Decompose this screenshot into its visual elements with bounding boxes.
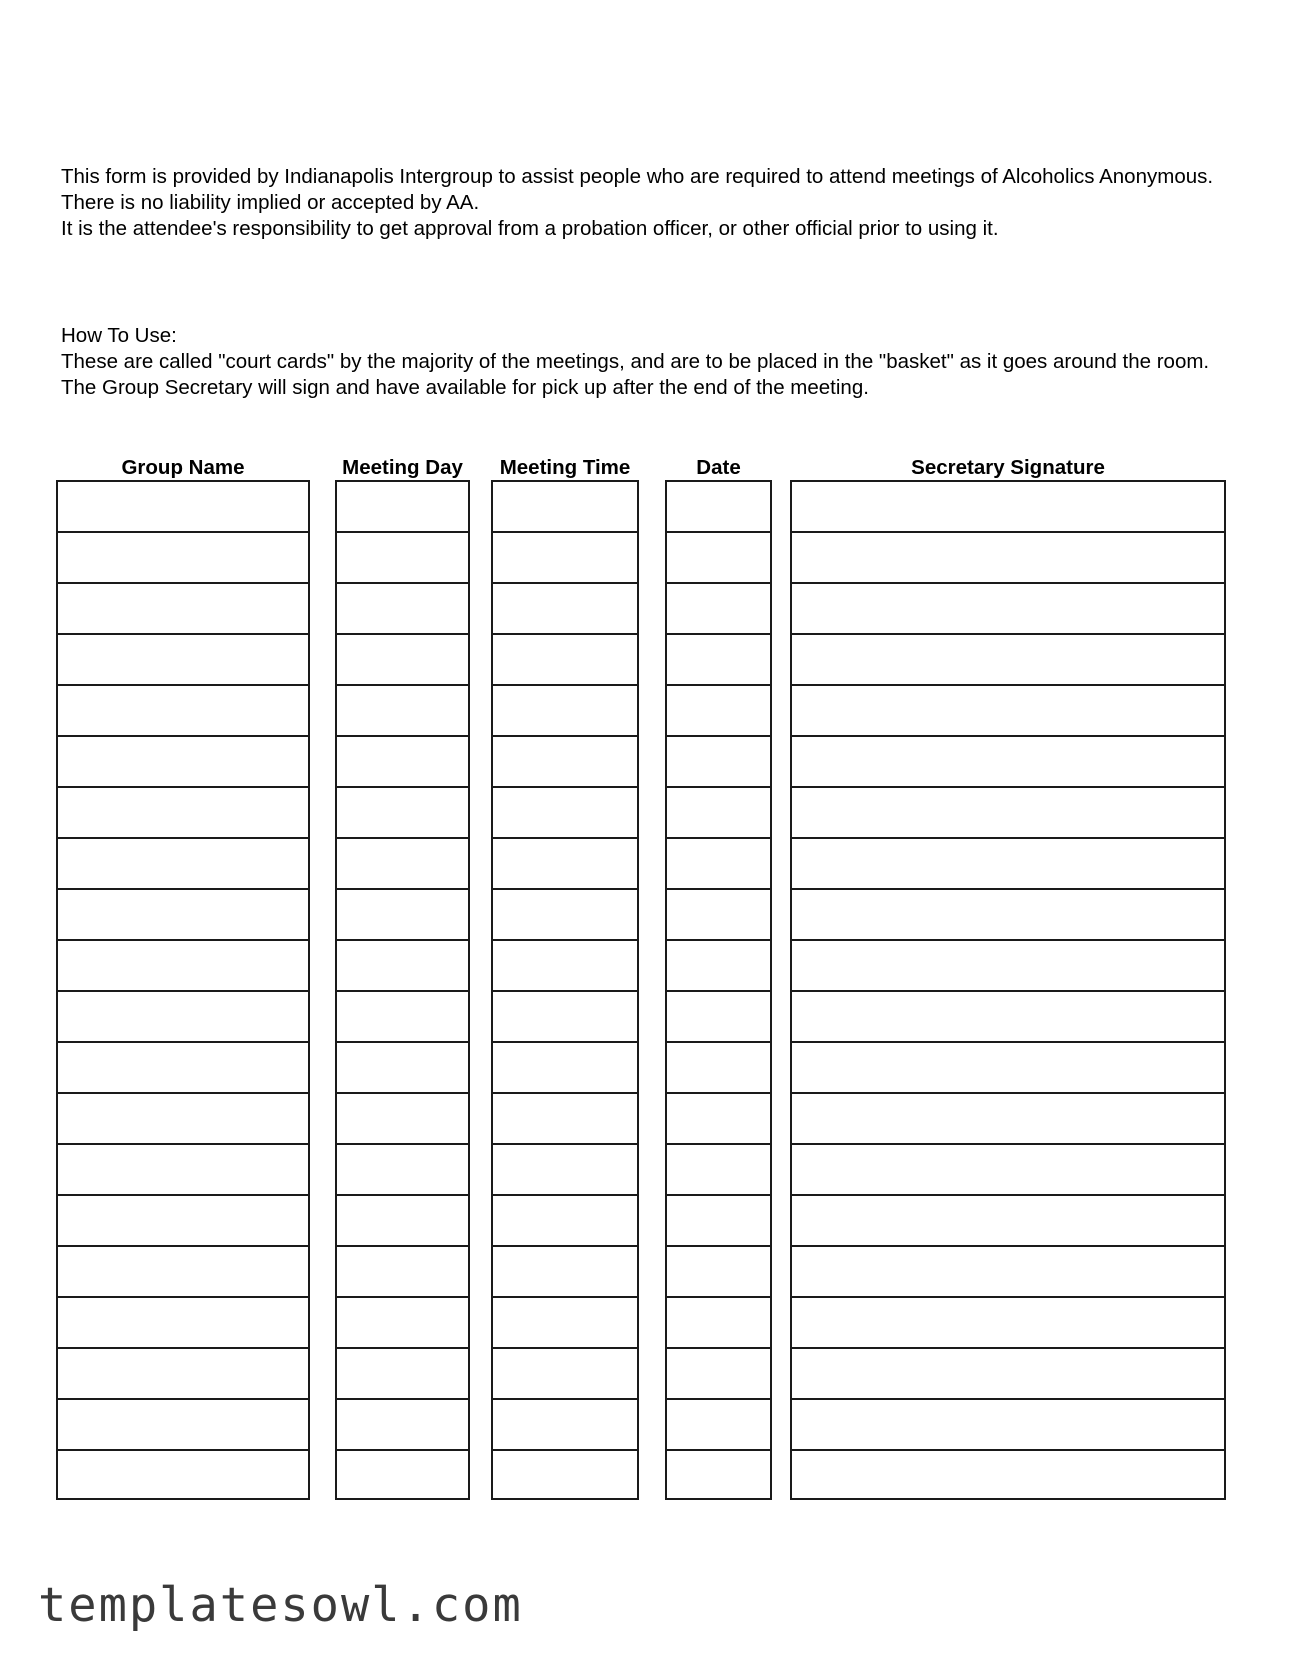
table-cell[interactable]: [792, 992, 1224, 1043]
header-meeting-time: Meeting Time: [499, 456, 631, 479]
table-cell[interactable]: [58, 737, 308, 788]
table-cell[interactable]: [337, 1298, 468, 1349]
table-cell[interactable]: [493, 839, 637, 890]
table-cell[interactable]: [792, 1196, 1224, 1247]
table-cell[interactable]: [667, 890, 770, 941]
header-date: Date: [696, 456, 741, 479]
table-cell[interactable]: [667, 1349, 770, 1400]
table-cell[interactable]: [337, 533, 468, 584]
group-name-column: [56, 480, 310, 1500]
table-cell[interactable]: [58, 1043, 308, 1094]
table-cell[interactable]: [337, 584, 468, 635]
table-cell[interactable]: [792, 584, 1224, 635]
table-cell[interactable]: [58, 1349, 308, 1400]
table-cell[interactable]: [58, 1451, 308, 1502]
table-cell[interactable]: [667, 1196, 770, 1247]
table-cell[interactable]: [58, 992, 308, 1043]
table-cell[interactable]: [337, 635, 468, 686]
table-cell[interactable]: [58, 533, 308, 584]
table-cell[interactable]: [58, 584, 308, 635]
table-cell[interactable]: [493, 1400, 637, 1451]
table-cell[interactable]: [58, 1145, 308, 1196]
table-cell[interactable]: [58, 635, 308, 686]
table-cell[interactable]: [493, 1349, 637, 1400]
table-cell[interactable]: [493, 533, 637, 584]
table-cell[interactable]: [792, 1298, 1224, 1349]
table-cell[interactable]: [792, 839, 1224, 890]
table-cell[interactable]: [58, 1094, 308, 1145]
table-cell[interactable]: [58, 788, 308, 839]
table-cell[interactable]: [337, 992, 468, 1043]
table-cell[interactable]: [792, 1451, 1224, 1502]
how-to-line-1: These are called "court cards" by the majority of the meetings, and are to be placed in the "basket" as it goes around the room.: [61, 350, 1210, 373]
table-cell[interactable]: [337, 1196, 468, 1247]
table-cell[interactable]: [667, 1043, 770, 1094]
table-cell[interactable]: [493, 686, 637, 737]
table-cell[interactable]: [667, 1247, 770, 1298]
table-cell[interactable]: [58, 890, 308, 941]
table-cell[interactable]: [667, 1145, 770, 1196]
table-cell[interactable]: [493, 890, 637, 941]
table-cell[interactable]: [493, 1451, 637, 1502]
table-cell[interactable]: [58, 482, 308, 533]
date-column: [665, 480, 772, 1500]
table-cell[interactable]: [493, 1094, 637, 1145]
table-cell[interactable]: [493, 737, 637, 788]
table-cell[interactable]: [792, 941, 1224, 992]
table-cell[interactable]: [667, 482, 770, 533]
table-cell[interactable]: [792, 737, 1224, 788]
table-cell[interactable]: [792, 1400, 1224, 1451]
table-cell[interactable]: [493, 1196, 637, 1247]
intro-line-2: It is the attendee's responsibility to get approval from a probation officer, or other official prior to using it.: [61, 217, 999, 240]
table-cell[interactable]: [667, 941, 770, 992]
table-cell[interactable]: [337, 890, 468, 941]
table-cell[interactable]: [493, 992, 637, 1043]
how-to-heading: How To Use:: [61, 324, 177, 347]
table-cell[interactable]: [792, 1349, 1224, 1400]
table-cell[interactable]: [337, 1145, 468, 1196]
table-cell[interactable]: [337, 482, 468, 533]
table-cell[interactable]: [337, 1247, 468, 1298]
table-cell[interactable]: [337, 737, 468, 788]
table-cell[interactable]: [58, 686, 308, 737]
table-cell[interactable]: [337, 1400, 468, 1451]
table-cell[interactable]: [58, 1400, 308, 1451]
table-cell[interactable]: [337, 1094, 468, 1145]
table-cell[interactable]: [493, 584, 637, 635]
table-cell[interactable]: [493, 1043, 637, 1094]
table-cell[interactable]: [493, 1145, 637, 1196]
table-cell[interactable]: [337, 1043, 468, 1094]
table-cell[interactable]: [493, 941, 637, 992]
table-cell[interactable]: [337, 1451, 468, 1502]
table-cell[interactable]: [667, 1298, 770, 1349]
header-secretary-signature: Secretary Signature: [911, 456, 1105, 479]
table-cell[interactable]: [337, 941, 468, 992]
table-cell[interactable]: [493, 635, 637, 686]
meeting-time-column: [491, 480, 639, 1500]
table-cell[interactable]: [792, 1043, 1224, 1094]
table-cell[interactable]: [667, 635, 770, 686]
table-cell[interactable]: [337, 1349, 468, 1400]
table-cell[interactable]: [792, 686, 1224, 737]
table-cell[interactable]: [792, 635, 1224, 686]
table-cell[interactable]: [58, 941, 308, 992]
how-to-line-2: The Group Secretary will sign and have available for pick up after the end of the meeting.: [61, 376, 869, 399]
table-cell[interactable]: [792, 533, 1224, 584]
table-cell[interactable]: [493, 1247, 637, 1298]
table-cell[interactable]: [667, 1094, 770, 1145]
table-cell[interactable]: [493, 788, 637, 839]
secretary-signature-column: [790, 480, 1226, 1500]
table-cell[interactable]: [337, 839, 468, 890]
how-to-use-section: [61, 323, 1241, 401]
table-cell[interactable]: [667, 839, 770, 890]
table-cell[interactable]: [337, 686, 468, 737]
table-cell[interactable]: [667, 1451, 770, 1502]
watermark: templatesowl.com: [38, 1578, 523, 1633]
table-cell[interactable]: [337, 788, 468, 839]
table-cell[interactable]: [667, 737, 770, 788]
table-cell[interactable]: [58, 1247, 308, 1298]
table-cell[interactable]: [667, 686, 770, 737]
table-cell[interactable]: [792, 890, 1224, 941]
table-cell[interactable]: [667, 584, 770, 635]
intro-line-1: This form is provided by Indianapolis Intergroup to assist people who are required to attend meetings of Alcoholics Anonymous. There is no liability implied or accepted by AA.: [61, 165, 1214, 214]
meeting-day-column: [335, 480, 470, 1500]
table-cell[interactable]: [792, 788, 1224, 839]
header-group-name: Group Name: [121, 456, 245, 479]
header-meeting-day: Meeting Day: [342, 456, 463, 479]
table-cell[interactable]: [58, 1196, 308, 1247]
table-cell[interactable]: [667, 788, 770, 839]
table-cell[interactable]: [667, 992, 770, 1043]
table-cell[interactable]: [667, 1400, 770, 1451]
table-cell[interactable]: [792, 1145, 1224, 1196]
table-cell[interactable]: [58, 839, 308, 890]
intro-disclaimer: [61, 164, 1241, 242]
table-cell[interactable]: [792, 1247, 1224, 1298]
table-cell[interactable]: [493, 1298, 637, 1349]
table-cell[interactable]: [792, 482, 1224, 533]
table-cell[interactable]: [792, 1094, 1224, 1145]
table-cell[interactable]: [58, 1298, 308, 1349]
table-cell[interactable]: [493, 482, 637, 533]
table-cell[interactable]: [667, 533, 770, 584]
